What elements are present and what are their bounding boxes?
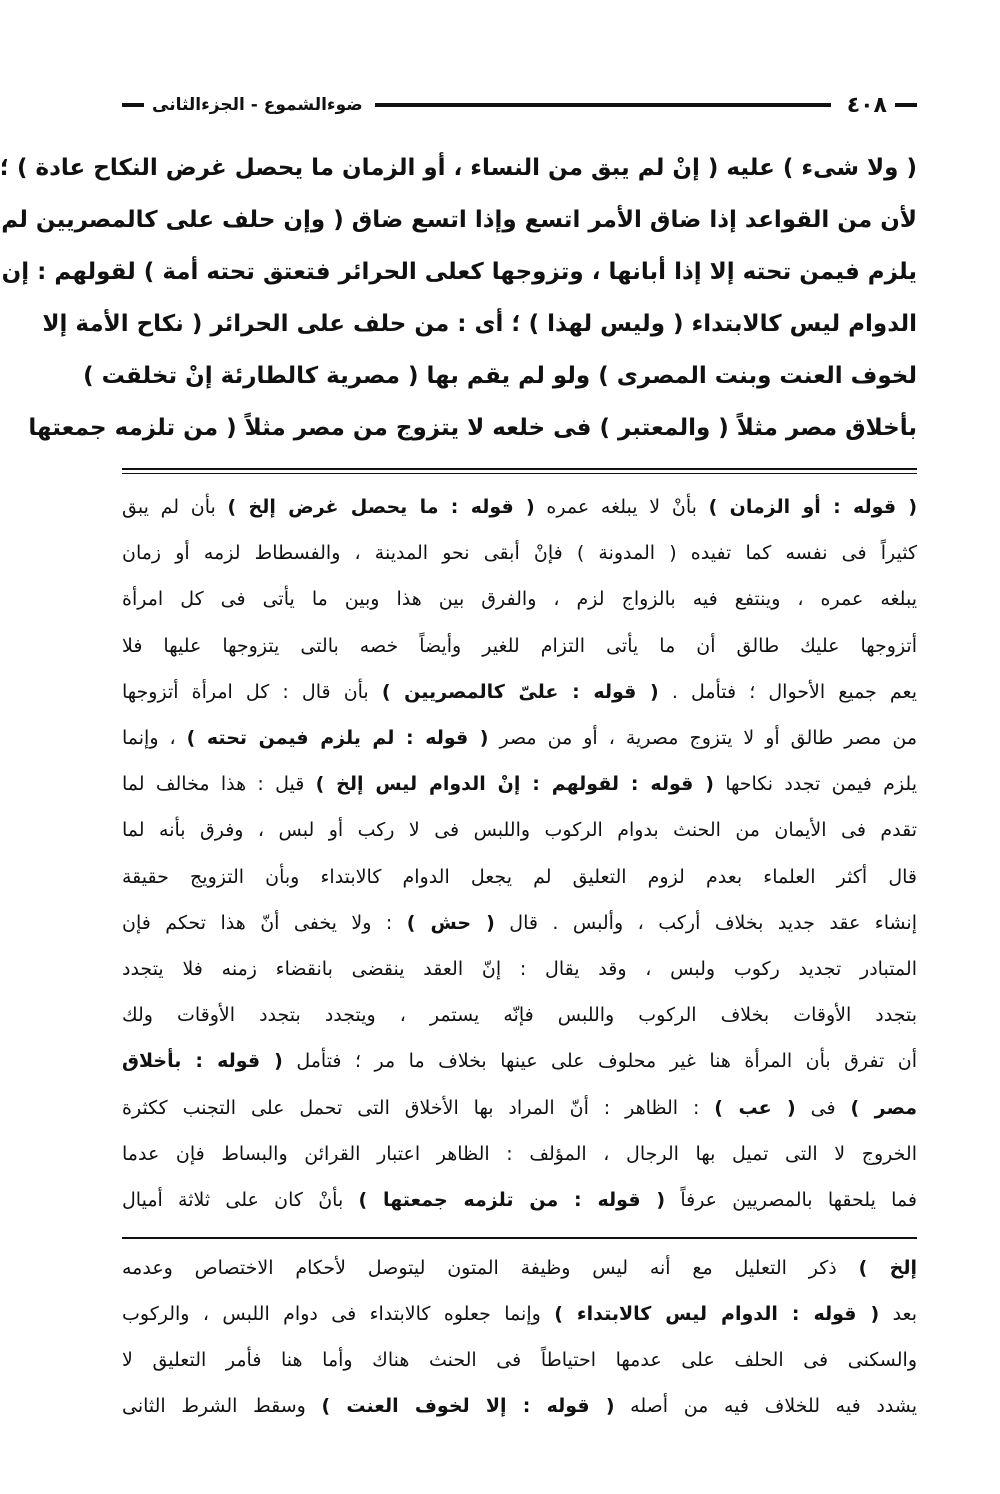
header-dash-left	[122, 103, 144, 107]
quoted-phrase: ( قوله : الدوام ليس كالابتداء )	[554, 1303, 880, 1326]
line-text: أن تفرق بأن المرأة هنا غير محلوف على عينها بخلاف ما مر ؛ فتأمل	[282, 1050, 917, 1073]
commentary-line	[122, 715, 917, 761]
line-text: بأن لم يبق	[122, 496, 228, 518]
line-text: إنشاء عقد جديد بخلاف أركب ، وألبس . قال	[494, 911, 917, 934]
commentary-line	[122, 854, 917, 900]
gloss-text	[122, 1245, 917, 1429]
quoted-phrase: ( عب )	[714, 1096, 796, 1119]
quoted-phrase: مصر )	[850, 1096, 917, 1119]
gloss-line	[122, 1245, 917, 1291]
gloss-line	[122, 1383, 917, 1429]
line-text: من مصر طالق أو لا يتزوج مصرية ، أو من مصر	[488, 727, 917, 750]
quoted-phrase: إلخ )	[858, 1257, 918, 1280]
line-text: بأنْ لا يبلغه عمره	[534, 496, 709, 518]
quoted-phrase: ( قوله : لم يلزم فيمن تحته )	[186, 727, 489, 750]
line-text: يشدد فيه للخلاف فيه من أصله	[614, 1395, 917, 1418]
commentary-line	[122, 761, 917, 807]
commentary-line	[122, 1038, 917, 1084]
line-text: بتجدد الأوقات بخلاف الركوب واللبس فإنّه يستمر ، ويتجدد بتجدد الأوقات ولك	[122, 1004, 917, 1027]
page-header	[122, 88, 917, 122]
line-text: : الظاهر : أنّ المراد بها الأخلاق التى تحمل على التجنب ككثرة	[122, 1096, 715, 1119]
header-rule	[375, 103, 831, 107]
commentary-line	[122, 576, 917, 622]
line-text: وإنما جعلوه كالابتداء فى دوام اللبس ، والركوب	[122, 1303, 555, 1326]
line-text: والسكنى فى الحلف على عدمها احتياطاً فى الحنث هناك وأما هنا فأمر التعليق لا	[122, 1349, 917, 1372]
quoted-phrase: ( قوله : ما يحصل غرض إلخ )	[227, 496, 535, 518]
commentary-line	[122, 992, 917, 1038]
line-text: بعد	[879, 1303, 917, 1326]
line-text: : ولا يخفى أنّ هذا تحكم فإن	[122, 911, 407, 934]
book-title: ضوءالشموع - الجزءالثانى	[152, 95, 363, 115]
commentary-line	[122, 946, 917, 992]
commentary-text	[122, 484, 917, 1223]
gloss-line	[122, 1291, 917, 1337]
book-page	[0, 88, 918, 1429]
commentary-line	[122, 669, 917, 715]
main-text-line: الدوام ليس كالابتداء ( وليس لهذا ) ؛ أى : من حلف على الحرائر ( نكاح الأمة إلا	[42, 311, 917, 337]
line-text: المتبادر تجديد ركوب ولبس ، وقد يقال : إنّ العقد ينقضى بانقضاء زمنه فلا يتجدد	[122, 958, 917, 981]
line-text: يلزم فيمن تجدد نكاحها	[713, 773, 917, 796]
commentary-line	[122, 484, 917, 530]
quoted-phrase: ( قوله : لقولهم : إنْ الدوام ليس إلخ )	[315, 773, 714, 796]
commentary-line	[122, 1085, 917, 1131]
main-text-line: ( ولا شىء ) عليه ( إنْ لم يبق من النساء ، أو الزمان ما يحصل غرض النكاح عادة ) ؛	[0, 155, 917, 181]
quoted-phrase: ( قوله : بأخلاق	[122, 1050, 283, 1073]
commentary-line	[122, 1131, 917, 1177]
quoted-phrase: ( قوله : أو الزمان )	[708, 496, 918, 518]
gloss-divider	[122, 1237, 917, 1239]
main-text-line: لخوف العنت وبنت المصرى ) ولو لم يقم بها ( مصرية كالطارئة إنْ تخلقت )	[83, 363, 917, 389]
line-text: فما يلحقها بالمصريين عرفاً	[665, 1189, 917, 1212]
gloss-line	[122, 1337, 917, 1383]
line-text: كثيراً فى نفسه كما تفيده ( المدونة ) فإنْ أبقى نحو المدينة ، والفسطاط لزمه أو زمان	[122, 542, 917, 565]
commentary-line	[122, 900, 917, 946]
main-text	[0, 142, 917, 454]
commentary-divider	[122, 468, 917, 474]
line-text: قال أكثر العلماء بعدم لزوم التعليق لم يجعل الدوام كالابتداء وبأن التزويج حقيقة	[122, 865, 917, 888]
line-text: يعم جميع الأحوال ؛ فتأمل .	[658, 680, 917, 703]
quoted-phrase: ( قوله : إلا لخوف العنت )	[321, 1395, 615, 1418]
main-text-line: بأخلاق مصر مثلاً ( والمعتبر ) فى خلعه لا يتزوج من مصر مثلاً ( من تلزمه جمعتها	[28, 415, 917, 441]
main-text-line: لأن من القواعد إذا ضاق الأمر اتسع وإذا اتسع ضاق ( وإن حلف على كالمصريين لم	[1, 207, 917, 233]
line-text: قيل : هذا مخالف لما	[122, 773, 316, 796]
line-text: ، وإنما	[122, 727, 187, 750]
main-text-line: يلزم فيمن تحته إلا إذا أبانها ، وتزوجها كعلى الحرائر فتعتق تحته أمة ) لقولهم : إن	[1, 259, 917, 285]
line-text: يبلغه عمره ، وينتفع فيه بالزواج لزم ، والفرق بين هذا وبين ما يأتى فى كل امرأة	[122, 588, 917, 611]
quoted-phrase: ( قوله : علىّ كالمصريين )	[381, 680, 659, 703]
line-text: أتزوجها عليك طالق أن ما يأتى التزام للغير وأيضاً خصه بالتى يتزوجها عليها فلا	[122, 634, 917, 657]
commentary-line	[122, 623, 917, 669]
line-text: ذكر التعليل مع أنه ليس وظيفة المتون ليتوصل لأحكام الاختصاص وعدمه	[122, 1257, 859, 1280]
quoted-phrase: ( قوله : من تلزمه جمعتها )	[358, 1189, 666, 1212]
line-text: بأن قال : كل امرأة أتزوجها	[122, 680, 382, 703]
line-text: فى	[795, 1096, 851, 1119]
quoted-phrase: ( حش )	[406, 911, 495, 934]
commentary-line	[122, 530, 917, 576]
line-text: الخروج لا التى تميل بها الرجال ، المؤلف : الظاهر اعتبار القرائن والبساط فإن عدما	[122, 1142, 917, 1165]
line-text: بأنْ كان على ثلاثة أميال	[122, 1189, 359, 1212]
commentary-line	[122, 1177, 917, 1223]
header-dash-right	[895, 103, 917, 107]
commentary-line	[122, 807, 917, 853]
page-number: ٤٠٨	[846, 92, 887, 118]
line-text: تقدم فى الأيمان من الحنث بدوام الركوب واللبس فى لا ركب أو لبس ، وفرق بأنه لما	[122, 819, 917, 842]
line-text: وسقط الشرط الثانى	[122, 1395, 322, 1418]
